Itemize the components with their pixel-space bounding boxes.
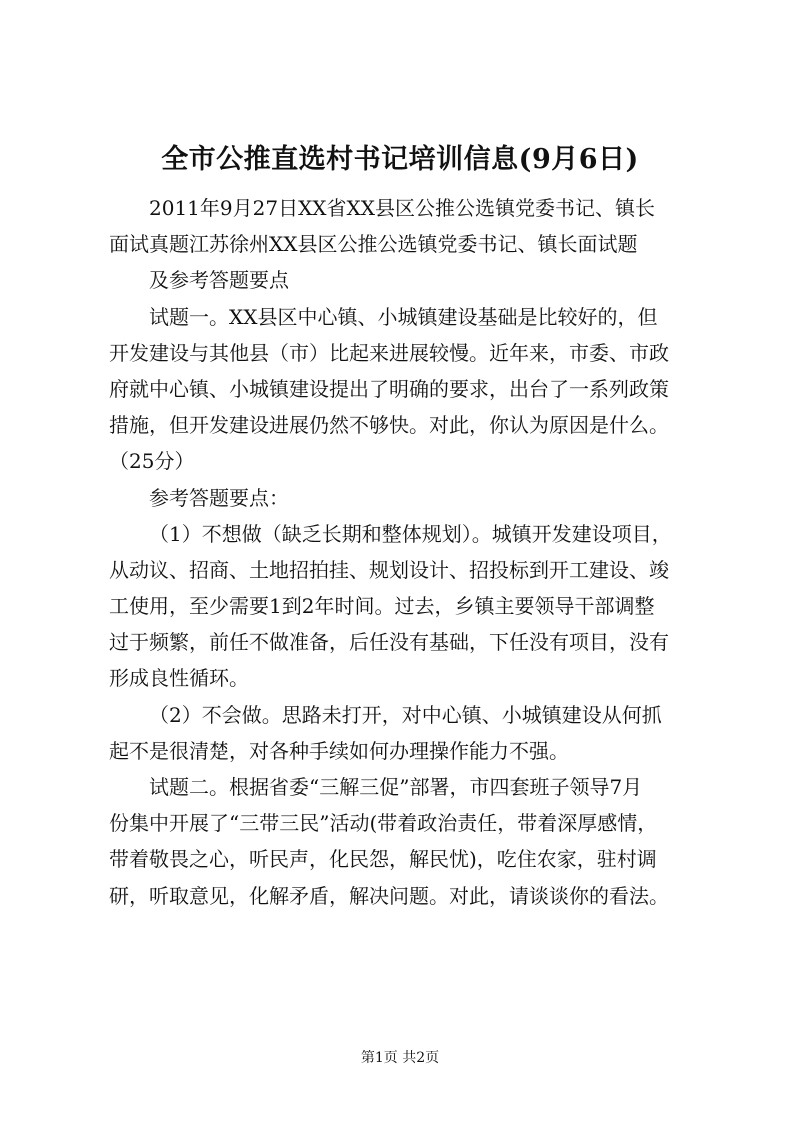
page-footer: 第1页 共2页 [360, 1050, 440, 1066]
document-title: 全市公推直选村书记培训信息(9月6日) [161, 144, 639, 175]
text-line: 措施，但开发建设进展仍然不够快。对此，你认为原因是什么。 [109, 413, 669, 438]
text-line: 面试真题江苏徐州XX县区公推公选镇党委书记、镇长面试题 [109, 232, 638, 257]
text-line: （1）不想做（缺乏长期和整体规划）。城镇开发建设项目， [149, 521, 672, 546]
text-line: 起不是很清楚，对各种手续如何办理操作能力不强。 [109, 738, 569, 763]
text-line: 研，听取意见，化解矛盾，解决问题。对此，请谈谈你的看法。 [109, 883, 669, 908]
text-line: 试题二。根据省委“三解三促”部署，市四套班子领导7月 [149, 775, 643, 799]
text-line: 形成良性循环。 [109, 666, 249, 691]
text-line: （25分） [109, 449, 195, 474]
text-line: 参考答题要点： [149, 485, 289, 510]
text-line: 府就中心镇、小城镇建设提出了明确的要求，出台了一系列政策 [109, 376, 669, 401]
text-line: 从动议、招商、土地招拍挂、规划设计、招投标到开工建设、竣 [109, 557, 669, 582]
text-line: 2011年9月27日XX省XX县区公推公选镇党委书记、镇长 [149, 196, 656, 220]
text-line: 及参考答题要点 [149, 268, 289, 293]
text-line: 工使用，至少需要1到2年时间。过去，乡镇主要领导干部调整 [109, 594, 655, 619]
text-line: 试题一。XX县区中心镇、小城镇建设基础是比较好的，但 [149, 304, 658, 329]
text-line: 份集中开展了“三带三民”活动(带着政治责任，带着深厚感情， [109, 811, 658, 836]
text-line: 过于频繁，前任不做准备，后任没有基础，下任没有项目，没有 [109, 630, 669, 655]
text-line: 开发建设与其他县（市）比起来进展较慢。近年来，市委、市政 [109, 340, 669, 365]
text-line: 带着敬畏之心，听民声，化民怨，解民忧)，吃住农家，驻村调 [109, 847, 657, 872]
text-line: （2）不会做。思路未打开，对中心镇、小城镇建设从何抓 [149, 702, 662, 727]
document-body [109, 190, 713, 914]
